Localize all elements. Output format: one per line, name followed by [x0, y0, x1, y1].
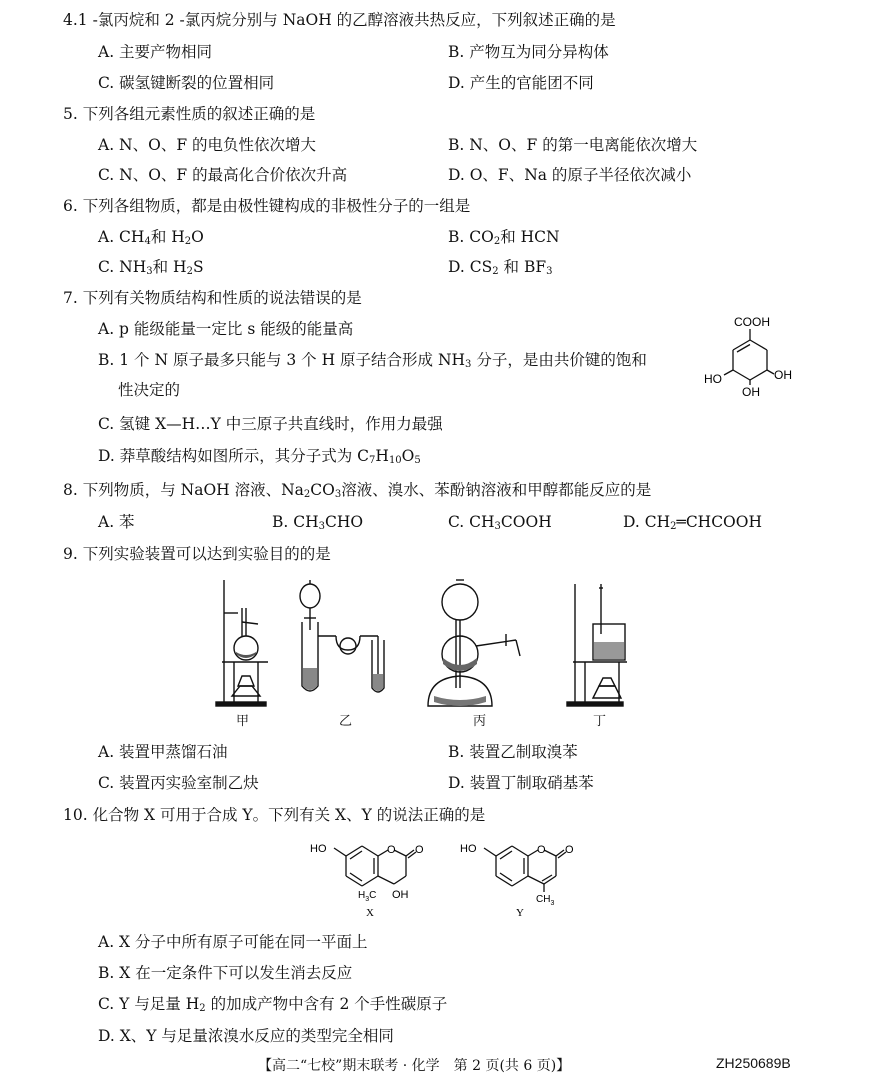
- svg-text:OH: OH: [392, 889, 409, 901]
- q10-option-a: A. X 分子中所有原子可能在同一平面上: [98, 933, 368, 951]
- svg-text:CH3: $CH_3$: [536, 894, 555, 907]
- compound-y-structure: [460, 836, 580, 920]
- svg-text:Y: Y: [516, 907, 524, 919]
- svg-text:O: O: [537, 844, 546, 856]
- q10-option-d: D. X、Y 与足量浓溴水反应的类型完全相同: [98, 1027, 394, 1045]
- q7-option-d: D. 莽草酸结构如图所示，其分子式为 $C_7H_{10}O_5$: [98, 447, 421, 466]
- apparatus-label-bing: 丙: [473, 714, 487, 729]
- q7-option-b: B. 1 个 N 原子最多只能与 3 个 H 原子结合形成 $NH_3$ 分子，是由共价键的饱和: [98, 351, 647, 370]
- apparatus-jia: [212, 578, 272, 708]
- svg-text:HO: HO: [460, 843, 477, 855]
- svg-text:HO: HO: [704, 372, 722, 386]
- q7-option-a: A. p 能级能量一定比 s 能级的能量高: [98, 320, 354, 338]
- q7-stem: 7. 下列有关物质结构和性质的说法错误的是: [63, 289, 362, 307]
- q4-option-a: A. 主要产物相同: [98, 43, 213, 61]
- q5-option-c: C. N、O、F 的最高化合价依次升高: [98, 166, 348, 184]
- q6-option-c: C. $NH_3$和 $H_2S$: [98, 258, 204, 277]
- q6-option-a: A. $CH_4$和 $H_2O$: [98, 228, 204, 247]
- q8-option-b: B. $CH_3CHO$: [272, 513, 364, 532]
- q9-option-a: A. 装置甲蒸馏石油: [98, 743, 228, 761]
- paper-code: ZH250689B: [716, 1055, 791, 1071]
- q7-option-c: C. 氢键 X—H…Y 中三原子共直线时，作用力最强: [98, 415, 443, 433]
- svg-text:O: O: [565, 844, 574, 856]
- svg-text:H3C: $H_3C$: [358, 890, 377, 903]
- apparatus-ding: [565, 582, 635, 708]
- apparatus-label-jia: 甲: [236, 714, 250, 729]
- q5-stem: 5. 下列各组元素性质的叙述正确的是: [63, 105, 316, 123]
- q7-option-b-cont: 性决定的: [118, 381, 181, 399]
- q4-option-c: C. 碳氢键断裂的位置相同: [98, 74, 275, 92]
- q9-option-b: B. 装置乙制取溴苯: [448, 743, 578, 761]
- svg-text:O: O: [415, 844, 424, 856]
- q6-option-b: B. $CO_2$和 HCN: [448, 228, 560, 247]
- q8-option-c: C. $CH_3COOH$: [448, 513, 552, 532]
- q6-stem: 6. 下列各组物质，都是由极性键构成的非极性分子的一组是: [63, 197, 471, 215]
- apparatus-label-yi: 乙: [339, 714, 353, 729]
- q4-stem: 4.1 -氯丙烷和 2 -氯丙烷分别与 NaOH 的乙醇溶液共热反应，下列叙述正确的是: [63, 11, 616, 29]
- q9-stem: 9. 下列实验装置可以达到实验目的的是: [63, 545, 331, 563]
- q8-stem: 8. 下列物质，与 NaOH 溶液、$Na_2CO_3$溶液、溴水、苯酚钠溶液和甲醇都能反应的是: [63, 481, 652, 500]
- q8-option-a: A. 苯: [98, 513, 135, 531]
- q9-option-d: D. 装置丁制取硝基苯: [448, 774, 594, 792]
- page-footer: 【高二“七校”期末联考 · 化学 第 2 页(共 6 页)】: [258, 1058, 571, 1074]
- q10-stem: 10. 化合物 X 可用于合成 Y。下列有关 X、Y 的说法正确的是: [63, 806, 486, 824]
- svg-text:COOH: COOH: [734, 315, 770, 329]
- svg-text:O: O: [387, 844, 396, 856]
- apparatus-bing: [420, 578, 530, 708]
- svg-text:HO: HO: [310, 843, 327, 855]
- q5-option-a: A. N、O、F 的电负性依次增大: [98, 136, 316, 154]
- q10-option-c: C. Y 与足量 $H_2$ 的加成产物中含有 2 个手性碳原子: [98, 995, 448, 1014]
- svg-text:OH: OH: [774, 368, 792, 382]
- q10-option-b: B. X 在一定条件下可以发生消去反应: [98, 964, 353, 982]
- svg-text:X: X: [366, 907, 374, 919]
- q9-option-c: C. 装置丙实验室制乙炔: [98, 774, 259, 792]
- apparatus-yi: [292, 578, 402, 698]
- q4-option-d: D. 产生的官能团不同: [448, 74, 594, 92]
- apparatus-label-ding: 丁: [593, 714, 607, 729]
- svg-text:OH: OH: [742, 385, 760, 399]
- q8-option-d: D. $CH_2═CHCOOH$: [623, 513, 762, 532]
- shikimic-acid-structure: [700, 312, 800, 397]
- q5-option-d: D. O、F、Na 的原子半径依次减小: [448, 166, 692, 184]
- q6-option-d: D. $CS_2$ 和 $BF_3$: [448, 258, 553, 277]
- compound-x-structure: [310, 836, 430, 920]
- q4-option-b: B. 产物互为同分异构体: [448, 43, 609, 61]
- q5-option-b: B. N、O、F 的第一电离能依次增大: [448, 136, 698, 154]
